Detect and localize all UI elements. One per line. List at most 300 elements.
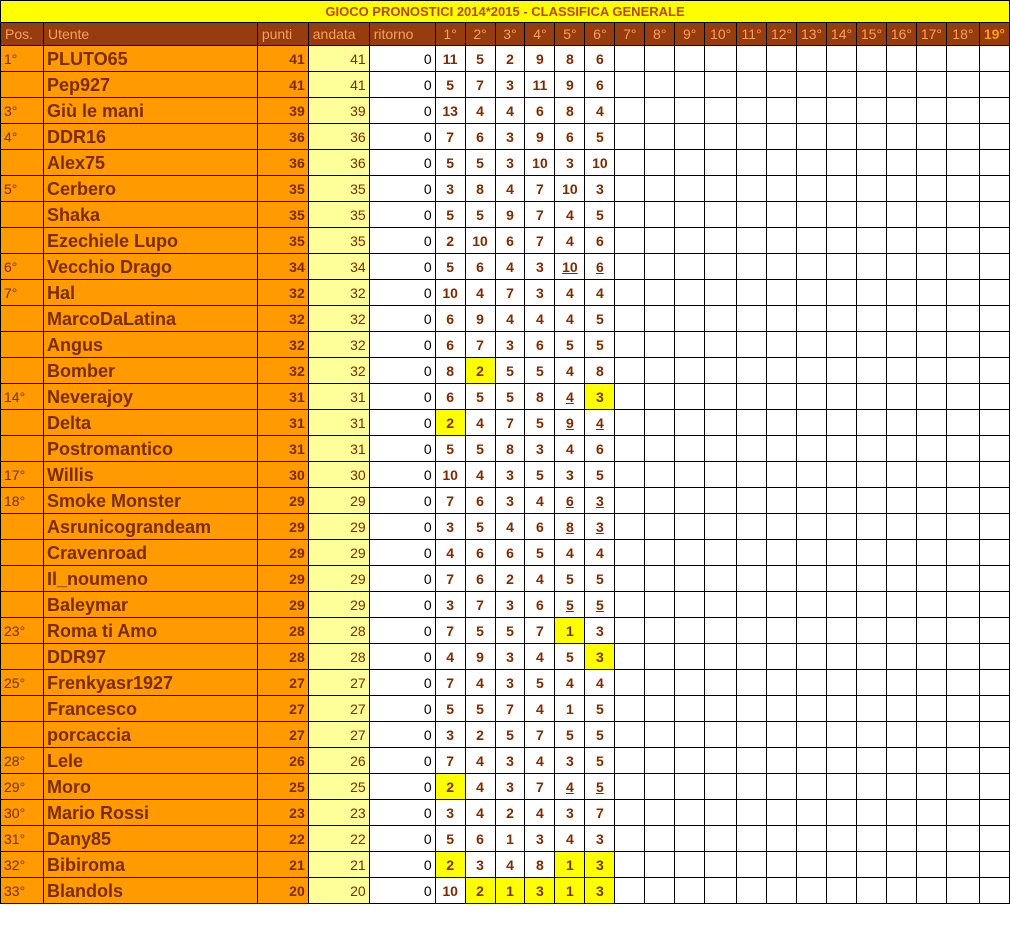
round-score: 2 xyxy=(446,778,454,795)
round-score: 2 xyxy=(476,882,484,899)
header-round: 8° xyxy=(645,23,675,46)
header-user: Utente xyxy=(43,23,257,46)
empty-round-cell xyxy=(827,514,857,540)
empty-round-cell xyxy=(705,150,737,176)
points-cell: 23 xyxy=(257,800,308,826)
round-score: 7 xyxy=(536,622,544,639)
position-cell: 18° xyxy=(1,488,44,514)
empty-round-cell xyxy=(946,644,979,670)
empty-round-cell xyxy=(645,436,675,462)
round-score-cell xyxy=(495,852,525,878)
empty-round-cell xyxy=(615,124,645,150)
round-score-cell xyxy=(525,488,555,514)
empty-round-cell xyxy=(979,228,1009,254)
empty-round-cell xyxy=(615,280,645,306)
round-score-cell xyxy=(585,722,615,748)
ritorno-cell: 0 xyxy=(369,800,435,826)
empty-round-cell xyxy=(979,176,1009,202)
empty-round-cell xyxy=(615,540,645,566)
round-score: 6 xyxy=(566,128,574,145)
empty-round-cell xyxy=(615,722,645,748)
andata-cell: 28 xyxy=(308,618,369,644)
empty-round-cell xyxy=(737,72,767,98)
round-score: 9 xyxy=(536,50,544,67)
round-score-cell xyxy=(465,878,495,904)
ritorno-cell: 0 xyxy=(369,150,435,176)
position-cell xyxy=(1,358,44,384)
round-score-cell xyxy=(465,72,495,98)
position-cell xyxy=(1,592,44,618)
round-score-cell xyxy=(495,358,525,384)
round-score-cell xyxy=(435,722,465,748)
empty-round-cell xyxy=(916,46,946,72)
empty-round-cell xyxy=(886,150,916,176)
round-score-cell xyxy=(555,358,585,384)
empty-round-cell xyxy=(827,410,857,436)
empty-round-cell xyxy=(856,150,886,176)
empty-round-cell xyxy=(737,696,767,722)
round-score-cell xyxy=(555,384,585,410)
user-cell: PLUTO65 xyxy=(43,46,257,72)
round-score-cell xyxy=(465,852,495,878)
round-score: 2 xyxy=(446,414,454,431)
round-score-cell xyxy=(495,306,525,332)
round-score-cell xyxy=(495,150,525,176)
table-row xyxy=(1,722,1010,748)
empty-round-cell xyxy=(767,150,797,176)
user-cell: Giù le mani xyxy=(43,98,257,124)
ritorno-cell: 0 xyxy=(369,176,435,202)
empty-round-cell xyxy=(979,774,1009,800)
position-cell: 31° xyxy=(1,826,44,852)
round-score-cell xyxy=(555,98,585,124)
empty-round-cell xyxy=(615,644,645,670)
user-cell: Frenkyasr1927 xyxy=(43,670,257,696)
position-cell: 6° xyxy=(1,254,44,280)
round-score: 4 xyxy=(506,102,514,119)
round-score: 5 xyxy=(476,440,484,457)
header-round: 7° xyxy=(615,23,645,46)
user-cell: Roma ti Amo xyxy=(43,618,257,644)
empty-round-cell xyxy=(645,254,675,280)
empty-round-cell xyxy=(856,852,886,878)
round-score-cell xyxy=(495,46,525,72)
round-score-cell xyxy=(465,150,495,176)
round-score-cell xyxy=(555,228,585,254)
points-cell: 31 xyxy=(257,384,308,410)
round-score: 5 xyxy=(476,700,484,717)
round-score: 3 xyxy=(506,648,514,665)
points-cell: 35 xyxy=(257,176,308,202)
user-cell: Dany85 xyxy=(43,826,257,852)
empty-round-cell xyxy=(615,436,645,462)
user-cell: Cerbero xyxy=(43,176,257,202)
ritorno-cell: 0 xyxy=(369,306,435,332)
round-score: 3 xyxy=(595,830,604,847)
empty-round-cell xyxy=(767,228,797,254)
user-cell: DDR97 xyxy=(43,644,257,670)
empty-round-cell xyxy=(675,228,705,254)
empty-round-cell xyxy=(886,46,916,72)
empty-round-cell xyxy=(737,98,767,124)
empty-round-cell xyxy=(645,46,675,72)
round-score: 11 xyxy=(442,50,458,67)
empty-round-cell xyxy=(767,436,797,462)
round-score: 7 xyxy=(536,206,544,223)
empty-round-cell xyxy=(767,202,797,228)
empty-round-cell xyxy=(705,98,737,124)
empty-round-cell xyxy=(645,514,675,540)
round-score: 3 xyxy=(595,388,604,405)
empty-round-cell xyxy=(705,202,737,228)
empty-round-cell xyxy=(767,358,797,384)
ritorno-cell: 0 xyxy=(369,488,435,514)
round-score-cell xyxy=(525,878,555,904)
round-score-cell xyxy=(525,358,555,384)
round-score: 5 xyxy=(506,362,514,379)
empty-round-cell xyxy=(827,592,857,618)
empty-round-cell xyxy=(886,202,916,228)
round-score: 5 xyxy=(595,466,604,483)
empty-round-cell xyxy=(886,800,916,826)
round-score-cell xyxy=(585,280,615,306)
round-score: 6 xyxy=(446,336,454,353)
round-score: 4 xyxy=(536,700,544,717)
round-score-cell xyxy=(555,878,585,904)
round-score: 3 xyxy=(536,882,544,899)
round-score-cell xyxy=(555,332,585,358)
table-row xyxy=(1,696,1010,722)
round-score-cell xyxy=(585,800,615,826)
empty-round-cell xyxy=(979,72,1009,98)
round-score: 4 xyxy=(566,284,574,301)
round-score-cell xyxy=(585,332,615,358)
round-score: 6 xyxy=(536,102,544,119)
round-score-cell xyxy=(495,280,525,306)
empty-round-cell xyxy=(615,410,645,436)
round-score-cell xyxy=(465,696,495,722)
round-score: 13 xyxy=(442,102,458,119)
empty-round-cell xyxy=(797,124,827,150)
round-score: 4 xyxy=(446,648,454,665)
round-score-cell xyxy=(555,748,585,774)
empty-round-cell xyxy=(916,280,946,306)
round-score-cell xyxy=(465,618,495,644)
round-score-cell xyxy=(555,670,585,696)
empty-round-cell xyxy=(705,566,737,592)
round-score: 3 xyxy=(506,466,514,483)
points-cell: 27 xyxy=(257,670,308,696)
empty-round-cell xyxy=(797,306,827,332)
empty-round-cell xyxy=(979,852,1009,878)
header-andata: andata xyxy=(308,23,369,46)
empty-round-cell xyxy=(827,254,857,280)
round-score-cell xyxy=(525,410,555,436)
round-score: 4 xyxy=(476,284,484,301)
empty-round-cell xyxy=(767,722,797,748)
andata-cell: 32 xyxy=(308,306,369,332)
empty-round-cell xyxy=(827,774,857,800)
empty-round-cell xyxy=(856,800,886,826)
round-score-cell xyxy=(435,592,465,618)
empty-round-cell xyxy=(856,124,886,150)
points-cell: 32 xyxy=(257,332,308,358)
empty-round-cell xyxy=(705,774,737,800)
empty-round-cell xyxy=(615,800,645,826)
empty-round-cell xyxy=(946,72,979,98)
user-cell: Bomber xyxy=(43,358,257,384)
empty-round-cell xyxy=(645,722,675,748)
round-score: 4 xyxy=(506,258,514,275)
ritorno-cell: 0 xyxy=(369,202,435,228)
round-score: 11 xyxy=(532,76,548,93)
empty-round-cell xyxy=(737,228,767,254)
round-score: 6 xyxy=(476,128,484,145)
round-score-cell xyxy=(435,436,465,462)
empty-round-cell xyxy=(979,748,1009,774)
empty-round-cell xyxy=(705,514,737,540)
round-score-cell xyxy=(495,540,525,566)
empty-round-cell xyxy=(856,436,886,462)
header-punti: punti xyxy=(257,23,308,46)
round-score: 4 xyxy=(476,102,484,119)
empty-round-cell xyxy=(797,670,827,696)
empty-round-cell xyxy=(767,644,797,670)
points-cell: 29 xyxy=(257,488,308,514)
round-score-cell xyxy=(555,488,585,514)
round-score-cell xyxy=(465,176,495,202)
round-score-cell xyxy=(435,774,465,800)
round-score: 5 xyxy=(595,128,604,145)
empty-round-cell xyxy=(675,748,705,774)
round-score-cell xyxy=(435,176,465,202)
user-cell: Francesco xyxy=(43,696,257,722)
round-score-cell xyxy=(555,644,585,670)
empty-round-cell xyxy=(797,254,827,280)
ritorno-cell: 0 xyxy=(369,124,435,150)
table-row xyxy=(1,774,1010,800)
empty-round-cell xyxy=(916,722,946,748)
round-score: 3 xyxy=(536,440,544,457)
empty-round-cell xyxy=(946,618,979,644)
andata-cell: 41 xyxy=(308,46,369,72)
round-score: 6 xyxy=(595,258,604,275)
round-score: 4 xyxy=(595,102,604,119)
empty-round-cell xyxy=(946,748,979,774)
round-score: 3 xyxy=(595,648,604,665)
round-score-cell xyxy=(495,826,525,852)
empty-round-cell xyxy=(827,696,857,722)
round-score-cell xyxy=(435,618,465,644)
points-cell: 28 xyxy=(257,644,308,670)
empty-round-cell xyxy=(916,410,946,436)
empty-round-cell xyxy=(856,644,886,670)
round-score: 4 xyxy=(566,362,574,379)
round-score-cell xyxy=(525,332,555,358)
user-cell: Mario Rossi xyxy=(43,800,257,826)
empty-round-cell xyxy=(797,98,827,124)
round-score-cell xyxy=(525,124,555,150)
empty-round-cell xyxy=(797,852,827,878)
empty-round-cell xyxy=(797,202,827,228)
round-score-cell xyxy=(435,696,465,722)
ritorno-cell: 0 xyxy=(369,540,435,566)
empty-round-cell xyxy=(615,72,645,98)
table-row xyxy=(1,436,1010,462)
empty-round-cell xyxy=(645,800,675,826)
empty-round-cell xyxy=(886,670,916,696)
round-score: 4 xyxy=(566,232,574,249)
empty-round-cell xyxy=(827,800,857,826)
user-cell: Cravenroad xyxy=(43,540,257,566)
round-score-cell xyxy=(435,800,465,826)
empty-round-cell xyxy=(886,748,916,774)
empty-round-cell xyxy=(946,462,979,488)
round-score-cell xyxy=(435,384,465,410)
round-score: 7 xyxy=(476,336,484,353)
empty-round-cell xyxy=(827,670,857,696)
round-score: 8 xyxy=(536,388,544,405)
empty-round-cell xyxy=(979,436,1009,462)
round-score-cell xyxy=(465,384,495,410)
table-row xyxy=(1,800,1010,826)
position-cell xyxy=(1,306,44,332)
round-score-cell xyxy=(465,228,495,254)
round-score-cell xyxy=(555,410,585,436)
empty-round-cell xyxy=(856,306,886,332)
empty-round-cell xyxy=(675,176,705,202)
round-score: 4 xyxy=(566,310,574,327)
round-score-cell xyxy=(435,98,465,124)
round-score: 5 xyxy=(476,518,484,535)
empty-round-cell xyxy=(615,774,645,800)
round-score: 6 xyxy=(446,388,454,405)
empty-round-cell xyxy=(705,592,737,618)
empty-round-cell xyxy=(827,72,857,98)
table-row xyxy=(1,202,1010,228)
empty-round-cell xyxy=(886,176,916,202)
empty-round-cell xyxy=(979,540,1009,566)
empty-round-cell xyxy=(946,46,979,72)
empty-round-cell xyxy=(979,306,1009,332)
round-score: 6 xyxy=(506,544,514,561)
empty-round-cell xyxy=(645,332,675,358)
round-score-cell xyxy=(585,462,615,488)
round-score-cell xyxy=(555,514,585,540)
empty-round-cell xyxy=(675,670,705,696)
round-score-cell xyxy=(525,618,555,644)
empty-round-cell xyxy=(886,566,916,592)
empty-round-cell xyxy=(946,852,979,878)
round-score: 6 xyxy=(536,596,544,613)
round-score-cell xyxy=(555,566,585,592)
empty-round-cell xyxy=(886,332,916,358)
round-score: 5 xyxy=(506,388,514,405)
andata-cell: 31 xyxy=(308,436,369,462)
empty-round-cell xyxy=(737,592,767,618)
empty-round-cell xyxy=(827,826,857,852)
empty-round-cell xyxy=(705,254,737,280)
points-cell: 29 xyxy=(257,514,308,540)
empty-round-cell xyxy=(856,748,886,774)
empty-round-cell xyxy=(797,878,827,904)
round-score-cell xyxy=(585,592,615,618)
round-score-cell xyxy=(465,748,495,774)
round-score-cell xyxy=(525,514,555,540)
round-score-cell xyxy=(525,826,555,852)
empty-round-cell xyxy=(886,644,916,670)
round-score: 2 xyxy=(446,856,454,873)
table-row xyxy=(1,514,1010,540)
empty-round-cell xyxy=(916,228,946,254)
round-score-cell xyxy=(435,670,465,696)
round-score: 5 xyxy=(446,206,454,223)
round-score: 3 xyxy=(446,726,454,743)
position-cell: 7° xyxy=(1,280,44,306)
round-score: 4 xyxy=(536,570,544,587)
table-row xyxy=(1,410,1010,436)
header-round: 4° xyxy=(525,23,555,46)
empty-round-cell xyxy=(856,722,886,748)
empty-round-cell xyxy=(767,410,797,436)
header-round-current: 19° xyxy=(979,23,1009,46)
empty-round-cell xyxy=(737,514,767,540)
round-score-cell xyxy=(585,202,615,228)
round-score: 3 xyxy=(595,856,604,873)
empty-round-cell xyxy=(737,124,767,150)
points-cell: 29 xyxy=(257,592,308,618)
ritorno-cell: 0 xyxy=(369,228,435,254)
round-score-cell xyxy=(465,514,495,540)
empty-round-cell xyxy=(946,150,979,176)
position-cell xyxy=(1,696,44,722)
table-row xyxy=(1,124,1010,150)
empty-round-cell xyxy=(767,774,797,800)
empty-round-cell xyxy=(979,384,1009,410)
empty-round-cell xyxy=(615,306,645,332)
round-score-cell xyxy=(585,878,615,904)
round-score-cell xyxy=(465,826,495,852)
empty-round-cell xyxy=(615,46,645,72)
table-row xyxy=(1,358,1010,384)
empty-round-cell xyxy=(767,280,797,306)
round-score: 10 xyxy=(442,284,458,301)
round-score-cell xyxy=(435,332,465,358)
points-cell: 41 xyxy=(257,46,308,72)
empty-round-cell xyxy=(946,540,979,566)
empty-round-cell xyxy=(797,358,827,384)
round-score: 5 xyxy=(536,544,544,561)
points-cell: 31 xyxy=(257,410,308,436)
round-score: 10 xyxy=(442,882,458,899)
round-score: 9 xyxy=(536,128,544,145)
empty-round-cell xyxy=(946,774,979,800)
empty-round-cell xyxy=(827,540,857,566)
empty-round-cell xyxy=(797,462,827,488)
empty-round-cell xyxy=(615,852,645,878)
empty-round-cell xyxy=(946,696,979,722)
empty-round-cell xyxy=(916,202,946,228)
round-score-cell xyxy=(555,176,585,202)
table-row xyxy=(1,306,1010,332)
round-score: 4 xyxy=(566,206,574,223)
empty-round-cell xyxy=(767,670,797,696)
position-cell: 5° xyxy=(1,176,44,202)
round-score: 7 xyxy=(595,804,604,821)
ritorno-cell: 0 xyxy=(369,852,435,878)
round-score: 7 xyxy=(536,180,544,197)
round-score: 7 xyxy=(446,752,454,769)
